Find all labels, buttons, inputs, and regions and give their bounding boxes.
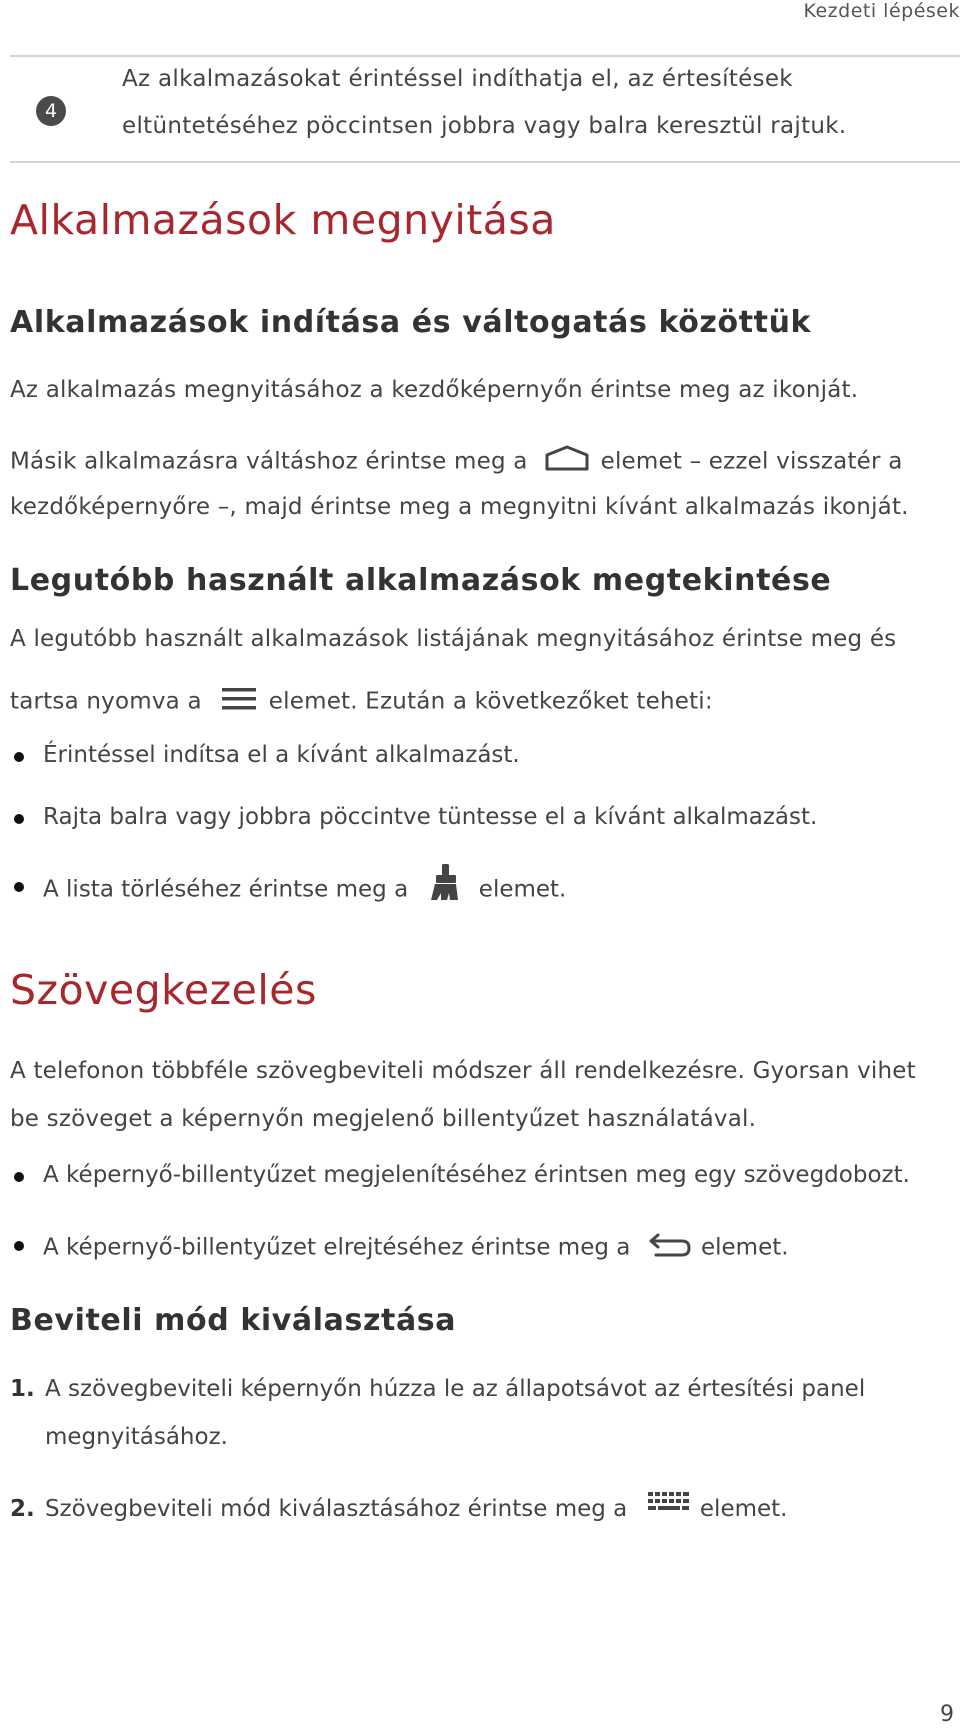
bullet-dismiss-app: Rajta balra vagy jobbra pöccintve tüntesse el a kívánt alkalmazást. <box>43 804 818 830</box>
step-2-after: elemet. <box>699 1496 788 1522</box>
bullet-hide-keyboard <box>43 1231 789 1265</box>
step-1-line-1: A szövegbeviteli képernyőn húzza le az állapotsávot az értesítési panel <box>45 1376 866 1402</box>
chapter-header: Kezdeti lépések <box>803 0 960 22</box>
bullet-marker <box>14 1241 24 1251</box>
bullet-marker <box>14 752 24 762</box>
bullet-hide-keyboard-after: elemet. <box>700 1234 789 1261</box>
keyboard-icon <box>647 1490 691 1522</box>
paragraph-recent-apps-line-2 <box>10 685 713 719</box>
step-text-line-1: Az alkalmazásokat érintéssel indíthatja el, az értesítések <box>122 66 793 92</box>
broom-icon <box>425 862 465 908</box>
section-title-text-handling: Szövegkezelés <box>10 966 317 1014</box>
step-2-before: Szövegbeviteli mód kiválasztásához érintse meg a <box>45 1496 628 1522</box>
bullet-clear-list-after: elemet. <box>478 876 567 903</box>
bullet-marker <box>14 1172 24 1182</box>
step-text-line-2: eltüntetéséhez pöccintsen jobbra vagy balra keresztül rajtuk. <box>122 113 847 139</box>
step-number: 1. <box>10 1376 35 1402</box>
paragraph-recent-apps: A legutóbb használt alkalmazások listájának megnyitásához érintse meg és <box>10 626 897 652</box>
bullet-show-keyboard: A képernyő-billentyűzet megjelenítéséhez érintsen meg egy szövegdobozt. <box>43 1162 910 1188</box>
bullet-marker <box>14 882 24 892</box>
step-number: 2. <box>10 1496 35 1522</box>
step-divider <box>10 161 960 163</box>
back-icon <box>648 1231 692 1265</box>
menu-icon <box>221 685 257 719</box>
step-2-text <box>45 1496 787 1522</box>
bullet-marker <box>14 814 24 824</box>
section-title-apps: Alkalmazások megnyitása <box>10 196 556 244</box>
paragraph-input-methods-line-2: be szöveget a képernyőn megjelenő billentyűzet használatával. <box>10 1106 757 1132</box>
header-divider <box>10 55 960 57</box>
paragraph-switch-app-after: elemet – ezzel visszatér a <box>600 448 903 475</box>
paragraph-input-methods: A telefonon többféle szövegbeviteli módszer áll rendelkezésre. Gyorsan vihet <box>10 1058 916 1084</box>
paragraph-recent-apps-before: tartsa nyomva a <box>10 688 202 715</box>
bullet-hide-keyboard-before: A képernyő-billentyűzet elrejtéséhez érintse meg a <box>43 1234 631 1261</box>
paragraph-open-app: Az alkalmazás megnyitásához a kezdőképernyőn érintse meg az ikonját. <box>10 377 859 403</box>
bullet-clear-list-before: A lista törléséhez érintse meg a <box>43 876 409 903</box>
paragraph-switch-app-line-2: kezdőképernyőre –, majd érintse meg a megnyitni kívánt alkalmazás ikonját. <box>10 494 909 520</box>
bullet-clear-list <box>43 872 566 908</box>
step-1-line-2: megnyitásához. <box>45 1424 228 1450</box>
bullet-launch-app: Érintéssel indítsa el a kívánt alkalmazást. <box>43 742 520 768</box>
paragraph-switch-app-before: Másik alkalmazásra váltáshoz érintse meg a <box>10 448 528 475</box>
paragraph-recent-apps-after: elemet. Ezután a következőket teheti: <box>268 688 713 715</box>
page-number: 9 <box>940 1702 954 1727</box>
step-number-badge: 4 <box>36 96 66 126</box>
home-icon <box>543 444 591 480</box>
subsection-title-launch-switch: Alkalmazások indítása és váltogatás közöttük <box>10 305 812 340</box>
paragraph-switch-app <box>10 444 903 480</box>
subsection-title-recent-apps: Legutóbb használt alkalmazások megtekintése <box>10 563 832 598</box>
subsection-title-input-method: Beviteli mód kiválasztása <box>10 1303 457 1338</box>
